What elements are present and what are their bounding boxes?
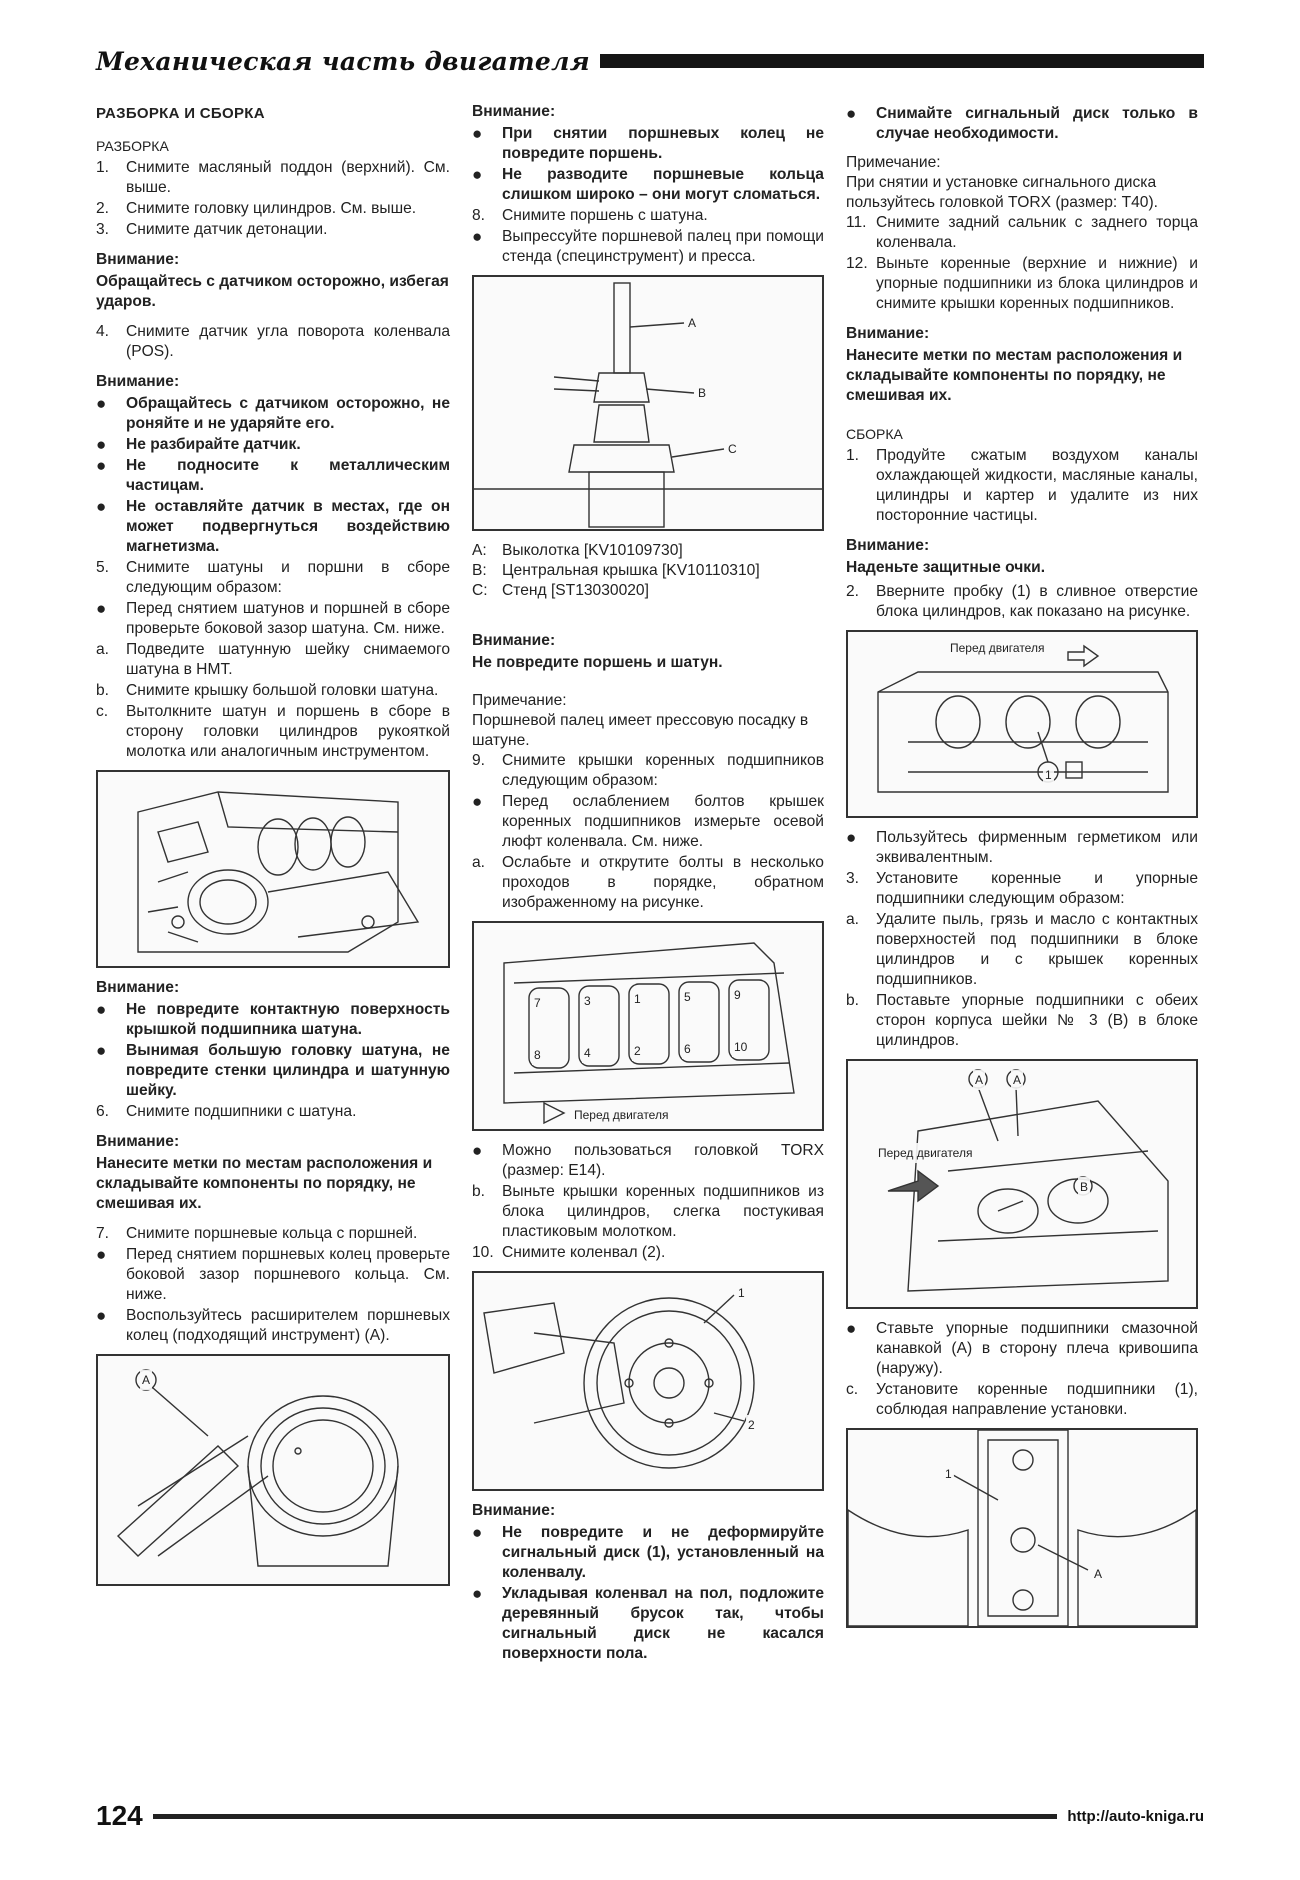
list-item: 3. Установите коренные и упорные подшипники следующим образом: [846,870,1198,907]
list-item: 10. Снимите коленвал (2). [472,1244,666,1261]
list-item: 12. Выньте коренные (верхние и нижние) и упорные подшипники из блока цилиндров и снимите крышки коренных подшипников. [846,255,1198,312]
list-item: b. Снимите крышку большой головки шатуна. [96,682,439,699]
figure-ring-expander [96,1354,450,1586]
bolt-number: 10 [732,1037,749,1057]
list-item: 9. Снимите крышки коренных подшипников следующим образом: [472,752,824,789]
thrust-bearing-illustration [848,1061,1196,1307]
list-item: a. Подведите шатунную шейку снимаемого шатуна в НМТ. [96,641,450,678]
figure-label: B [696,383,708,403]
note-text: При снятии и установке сигнального диска пользуйтесь головкой TORX (размер: T40). [846,174,1158,211]
figure-label: A [973,1070,985,1090]
warning-heading: Внимание: [472,632,556,649]
note-heading: Примечание: [472,692,567,709]
list-item: 1. Снимите масляный поддон (верхний). См. выше. [96,159,450,196]
header-rule [600,54,1204,68]
warning-text: Нанесите метки по местам расположения и складывайте компоненты по порядку, не смешивая их. [846,347,1183,404]
warning-bullet: ● Обращайтесь с датчиком осторожно, не роняйте и не ударяйте его. [96,394,450,432]
footer-rule [153,1814,1058,1819]
list-bullet: ● Выпрессуйте поршневой палец при помощи стенда (специнструмент) и пресса. [472,227,824,265]
list-item: 2. Вверните пробку (1) в сливное отверстие блока цилиндров, как показано на рисунке. [846,583,1198,620]
warning-bullet: ● При снятии поршневых колец не повредите поршень. [472,124,824,162]
warning-bullet: ● Снимайте сигнальный диск только в случае необходимости. [846,104,1198,142]
list-item: b. Поставьте упорные подшипники с обеих сторон корпуса шейки № 3 (B) в блоке цилиндров. [846,992,1198,1049]
caption-line: B: Центральная крышка [KV10110310] [472,562,760,579]
list-item: 11. Снимите задний сальник с заднего торца коленвала. [846,214,1198,251]
list-item: 4. Снимите датчик угла поворота коленвала (POS). [96,323,450,360]
list-bullet: ● Перед ослаблением болтов крышек коренных подшипников измерьте осевой люфт коленвала. См. ниже. [472,792,824,850]
figure-label: A [1092,1564,1104,1584]
figure-piston-press [472,275,824,531]
figure-label: 2 [746,1415,757,1435]
main-bearing-illustration [848,1430,1196,1626]
list-bullet: ● Можно пользоваться головкой TORX (размер: E14). [472,1141,824,1179]
list-bullet: ● Перед снятием поршневых колец проверьте боковой зазор поршневого кольца. См. ниже. [96,1245,450,1303]
bolt-number: 3 [582,991,593,1011]
figure-label: 1 [1043,765,1054,785]
bolt-number: 2 [632,1041,643,1061]
warning-heading: Внимание: [472,103,556,120]
caption-line: C: Стенд [ST13030020] [472,582,649,599]
warning-heading: Внимание: [96,251,180,268]
list-item: 3. Снимите датчик детонации. [96,221,328,238]
figure-label: A [1011,1070,1023,1090]
crankshaft-illustration [474,1273,822,1489]
list-item: a. Удалите пыль, грязь и масло с контактных поверхностей под подшипники в блоке цилиндров и с крышек коренных подшипников. [846,911,1198,988]
figure-crankshaft [472,1271,824,1491]
list-item: 7. Снимите поршневые кольца с поршней. [96,1225,418,1242]
bolt-number: 1 [632,989,643,1009]
piston-press-illustration [474,277,822,529]
figure-label: 1 [943,1464,954,1484]
subsection-disassembly: РАЗБОРКА [96,138,169,154]
warning-text: Нанесите метки по местам расположения и складывайте компоненты по порядку, не смешивая их. [96,1155,433,1212]
column-2 [472,102,824,1665]
warning-heading: Внимание: [846,537,930,554]
warning-bullet: ● Укладывая коленвал на пол, подложите деревянный брусок так, чтобы сигнальный диск не касался поверхности пола. [472,1584,824,1662]
list-item: c. Установите коренные подшипники (1), соблюдая направление установки. [846,1381,1198,1418]
warning-bullet: ● Не оставляйте датчик в местах, где он может подвергнуться воздействию магнетизма. [96,497,450,555]
warning-bullet: ● Не разбирайте датчик. [96,435,301,454]
bolt-number: 4 [582,1043,593,1063]
figure-drain-plug [846,630,1198,818]
bolt-number: 7 [532,993,543,1013]
note-text: Поршневой палец имеет прессовую посадку в шатуне. [472,712,809,749]
list-bullet: ● Воспользуйтесь расширителем поршневых колец (подходящий инструмент) (А). [96,1306,450,1344]
warning-heading: Внимание: [96,373,180,390]
warning-heading: Внимание: [846,325,930,342]
list-item: 6. Снимите подшипники с шатуна. [96,1103,357,1120]
bolt-number: 5 [682,987,693,1007]
list-item: 5. Снимите шатуны и поршни в сборе следующим образом: [96,559,450,596]
list-bullet: ● Ставьте упорные подшипники смазочной канавкой (А) в сторону плеча кривошипа (наружу). [846,1319,1198,1377]
ring-expander-illustration [98,1356,448,1584]
warning-bullet: ● Не подносите к металлическим частицам. [96,456,450,494]
figure-thrust-bearing [846,1059,1198,1309]
figure-label: C [726,439,739,459]
figure-label: A [686,313,698,333]
figure-label: B [1078,1177,1090,1197]
section-heading: РАЗБОРКА И СБОРКА [96,105,265,122]
page-title: Механическая часть двигателя [96,46,590,76]
warning-text: Наденьте защитные очки. [846,559,1046,576]
footer-url: http://auto-kniga.ru [1067,1807,1204,1825]
list-item: 2. Снимите головку цилиндров. См. выше. [96,200,417,217]
warning-text: Обращайтесь с датчиком осторожно, избегая ударов. [96,273,449,310]
list-item: 1. Продуйте сжатым воздухом каналы охлаждающей жидкости, масляные каналы, цилиндры и картер и удалите из них посторонние частицы. [846,447,1198,524]
subsection-assembly: СБОРКА [846,426,903,442]
page-number: 124 [96,1800,143,1831]
figure-caption: Перед двигателя [948,638,1046,658]
warning-text: Не повредите поршень и шатун. [472,654,723,671]
warning-bullet: ● Не повредите и не деформируйте сигнальный диск (1), установленный на коленвалу. [472,1523,824,1581]
figure-label: A [140,1370,152,1390]
engine-block-piston-illustration [98,772,448,966]
column-3 [846,104,1198,1638]
figure-piston-removal [96,770,450,968]
warning-heading: Внимание: [472,1502,556,1519]
warning-bullet: ● Вынимая большую головку шатуна, не повредите стенки цилиндра и шатунную шейку. [96,1041,450,1099]
caption-line: A: Выколотка [KV10109730] [472,542,683,559]
page-header [96,44,1204,78]
warning-bullet: ● Не разводите поршневые кольца слишком широко – они могут сломаться. [472,165,824,203]
list-item: c. Вытолкните шатун и поршень в сборе в сторону головки цилиндров рукояткой молотка или аналогичным инструментом. [96,703,450,760]
list-item: a. Ослабьте и открутите болты в несколько проходов в порядке, обратном изображенному на рисунке. [472,854,824,911]
warning-heading: Внимание: [96,1133,180,1150]
list-item: 8. Снимите поршень с шатуна. [472,207,708,224]
figure-bearing-cap-order [472,921,824,1131]
cylinder-block-drain-illustration [848,632,1196,816]
list-bullet: ● Перед снятием шатунов и поршней в сборе проверьте боковой зазор шатуна. См. ниже. [96,599,450,637]
page-footer [96,1796,1204,1836]
figure-caption: Перед двигателя [572,1105,670,1125]
bolt-number: 6 [682,1039,693,1059]
list-bullet: ● Пользуйтесь фирменным герметиком или эквивалентным. [846,828,1198,866]
note-heading: Примечание: [846,154,941,171]
bolt-number: 9 [732,985,743,1005]
figure-caption: Перед двигателя [876,1143,974,1163]
column-1 [96,104,450,1596]
figure-main-bearing [846,1428,1198,1628]
bolt-number: 8 [532,1045,543,1065]
warning-bullet: ● Не повредите контактную поверхность крышкой подшипника шатуна. [96,1000,450,1038]
bearing-cap-illustration [474,923,822,1129]
list-item: b. Выньте крышки коренных подшипников из блока цилиндров, слегка постукивая пластиковым молотком. [472,1183,824,1240]
warning-heading: Внимание: [96,979,180,996]
figure-label: 1 [736,1283,747,1303]
